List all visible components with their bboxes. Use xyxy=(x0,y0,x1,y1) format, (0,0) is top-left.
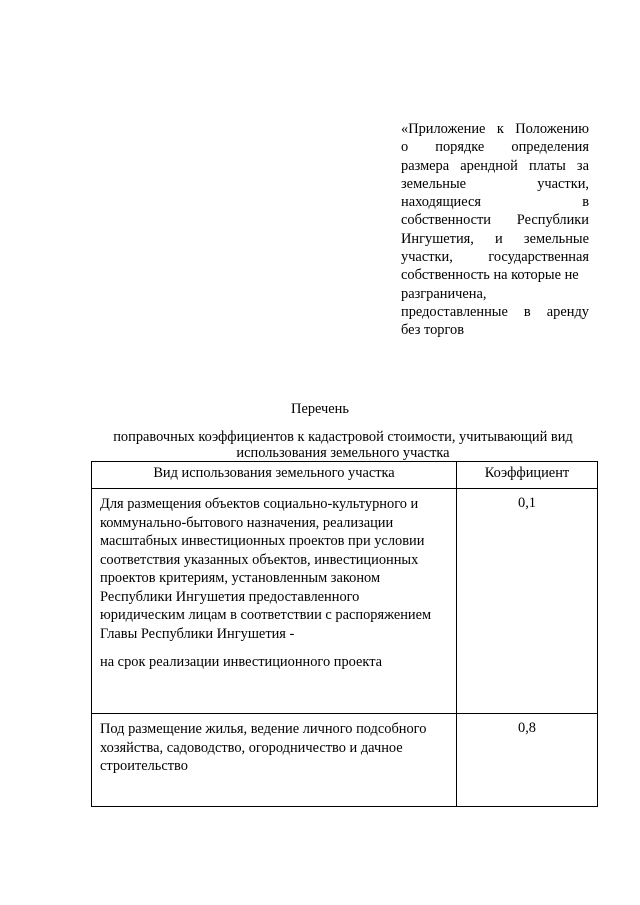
usage-line: коммунально-бытового назначения, реализации xyxy=(100,514,394,531)
usage-line: хозяйства, садоводство, огородничество и дачное xyxy=(100,739,403,756)
usage-line: строительство xyxy=(100,758,188,774)
table-row xyxy=(92,489,598,714)
usage-line: Для размещения объектов социально-культурного и xyxy=(100,496,419,512)
column-header-usage: Вид использования земельного участка xyxy=(92,462,457,489)
annex-line: собственность на которые не xyxy=(401,267,579,284)
annex-line: размера арендной платы за xyxy=(401,157,589,174)
usage-line: масштабных инвестиционных проектов при условии xyxy=(100,533,425,549)
usage-line: Главы Республики Ингушетия - xyxy=(100,625,295,642)
usage-cell xyxy=(92,489,457,714)
coefficient-value: 0,1 xyxy=(518,495,536,511)
coefficient-cell xyxy=(457,489,598,714)
usage-line: проектов критериям, установленным законом xyxy=(100,570,381,586)
column-header-coefficient: Коэффициент xyxy=(457,462,598,489)
annex-header xyxy=(401,120,589,340)
annex-line: находящиеся в xyxy=(401,194,589,211)
usage-cell xyxy=(92,714,457,807)
annex-line: «Приложение к Положению xyxy=(401,121,589,137)
document-subtitle: поправочных коэффициентов к кадастровой стоимости, учитывающий вид использования земельного участка xyxy=(113,429,573,461)
annex-line: участки, государственная xyxy=(401,249,589,266)
annex-line: предоставленные в аренду xyxy=(401,303,589,320)
coefficient-cell xyxy=(457,714,598,807)
table-header-row xyxy=(92,462,598,489)
coefficients-table xyxy=(91,461,598,807)
table-row xyxy=(92,714,598,807)
usage-extra-line: на срок реализации инвестиционного проекта xyxy=(100,654,383,670)
annex-line: собственности Республики xyxy=(401,212,589,229)
usage-line: юридическим лицам в соответствии с распоряжением xyxy=(100,607,432,623)
annex-line: о порядке определения xyxy=(401,139,589,156)
coefficient-value: 0,8 xyxy=(518,720,536,736)
usage-line: соответствия указанных объектов, инвестиционных xyxy=(100,551,419,568)
annex-line: без торгов xyxy=(401,322,465,339)
usage-line: Под размещение жилья, ведение личного подсобного xyxy=(100,721,427,737)
usage-line: Республики Ингушетия предоставленного xyxy=(100,588,360,605)
annex-line: разграничена, xyxy=(401,285,487,302)
document-title: Перечень xyxy=(291,401,349,417)
annex-line: Ингушетия, и земельные xyxy=(401,230,589,247)
annex-line: земельные участки, xyxy=(401,175,589,192)
